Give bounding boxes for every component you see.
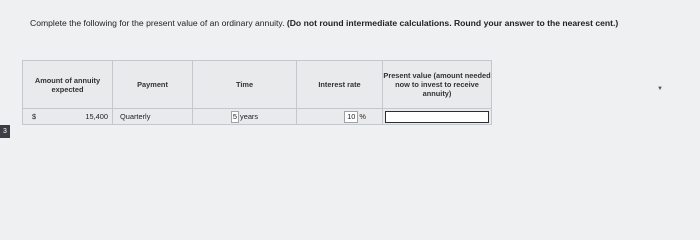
time-cell bbox=[193, 109, 297, 125]
time-value: 5 bbox=[232, 111, 238, 121]
header-present-value: Present value (amount needed now to invest to receive annuity) bbox=[383, 61, 492, 109]
header-payment: Payment bbox=[113, 61, 193, 109]
question-text: Complete the following for the present value of an ordinary annuity. bbox=[30, 18, 285, 28]
header-time: Time bbox=[193, 61, 297, 109]
amount-value: 15,400 bbox=[85, 112, 108, 121]
header-amount: Amount of annuity expected bbox=[23, 61, 113, 109]
rate-unit: % bbox=[359, 112, 366, 121]
rate-value: 10 bbox=[344, 111, 358, 123]
question-number-badge[interactable]: 3 bbox=[0, 125, 10, 138]
currency-symbol: $ bbox=[32, 112, 37, 121]
mouse-cursor-icon: ▼ bbox=[657, 86, 663, 92]
present-value-input[interactable] bbox=[385, 111, 489, 123]
annuity-table bbox=[22, 60, 492, 125]
table-row bbox=[23, 109, 492, 125]
question-instruction: (Do not round intermediate calculations. Round your answer to the nearest cent.) bbox=[286, 18, 619, 28]
question-prompt bbox=[30, 18, 670, 29]
present-value-cell bbox=[383, 109, 492, 125]
payment-value: Quarterly bbox=[120, 112, 151, 121]
amount-cell bbox=[23, 109, 113, 125]
time-unit: years bbox=[240, 112, 259, 121]
interest-rate-cell bbox=[297, 109, 383, 125]
payment-cell bbox=[113, 109, 193, 125]
header-interest-rate: Interest rate bbox=[297, 61, 383, 109]
